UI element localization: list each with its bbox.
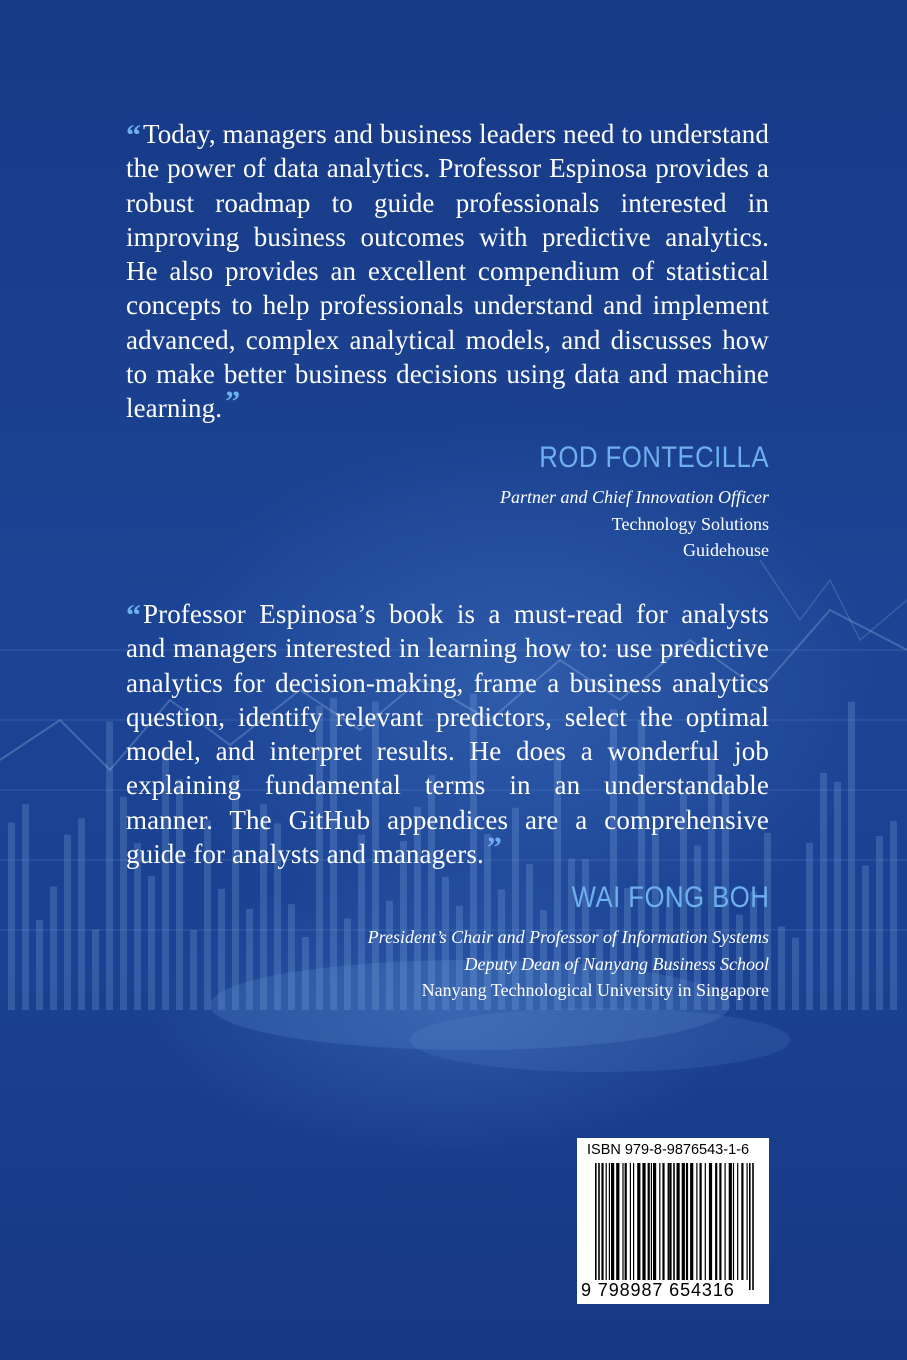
author-name: WAI FONG BOH	[571, 881, 769, 914]
open-quote-mark: “	[126, 599, 138, 632]
author-role: Deputy Dean of Nanyang Business School	[464, 953, 769, 974]
isbn-label: ISBN 979-8-9876543-1-6	[587, 1142, 750, 1158]
author-title: Partner and Chief Innovation Officer	[500, 487, 769, 507]
open-quote-mark: “	[126, 119, 138, 152]
attribution-1	[500, 440, 769, 564]
close-quote-mark: ”	[225, 385, 238, 419]
author-department: Technology Solutions	[611, 513, 769, 534]
author-title: President’s Chair and Professor of Information Systems	[367, 927, 769, 947]
quote-text: Professor Espinosa’s book is a must-read for analysts and managers interested in learning how to: use predictive analytics for decision-making, frame a business analytics question, identify relevant predictors, select the optimal model, and interpret results. He does a wonderful job explaining fundamental terms in an understandable manner. The GitHub appendices are a comprehensive guide for analysts and managers.	[126, 599, 769, 870]
author-name: ROD FONTECILLA	[539, 441, 769, 474]
barcode-digits: 9 798987 654316	[581, 1280, 735, 1300]
isbn-barcode	[577, 1138, 769, 1304]
attribution-2	[368, 880, 769, 1004]
quote-text: Today, managers and business leaders need to understand the power of data analytics. Professor Espinosa provides a robust roadmap to guide professionals interested in improving business outcomes with predictive analytics. He also provides an excellent compendium of statistical concepts to help professionals understand and implement advanced, complex analytical models, and discusses how to make better business decisions using data and machine learning.	[126, 119, 769, 424]
endorsement-quote-1	[126, 117, 769, 426]
close-quote-mark: ”	[486, 831, 499, 865]
author-organization: Nanyang Technological University in Singapore	[421, 980, 769, 1000]
author-organization: Guidehouse	[683, 540, 769, 560]
endorsement-quote-2	[126, 597, 769, 871]
